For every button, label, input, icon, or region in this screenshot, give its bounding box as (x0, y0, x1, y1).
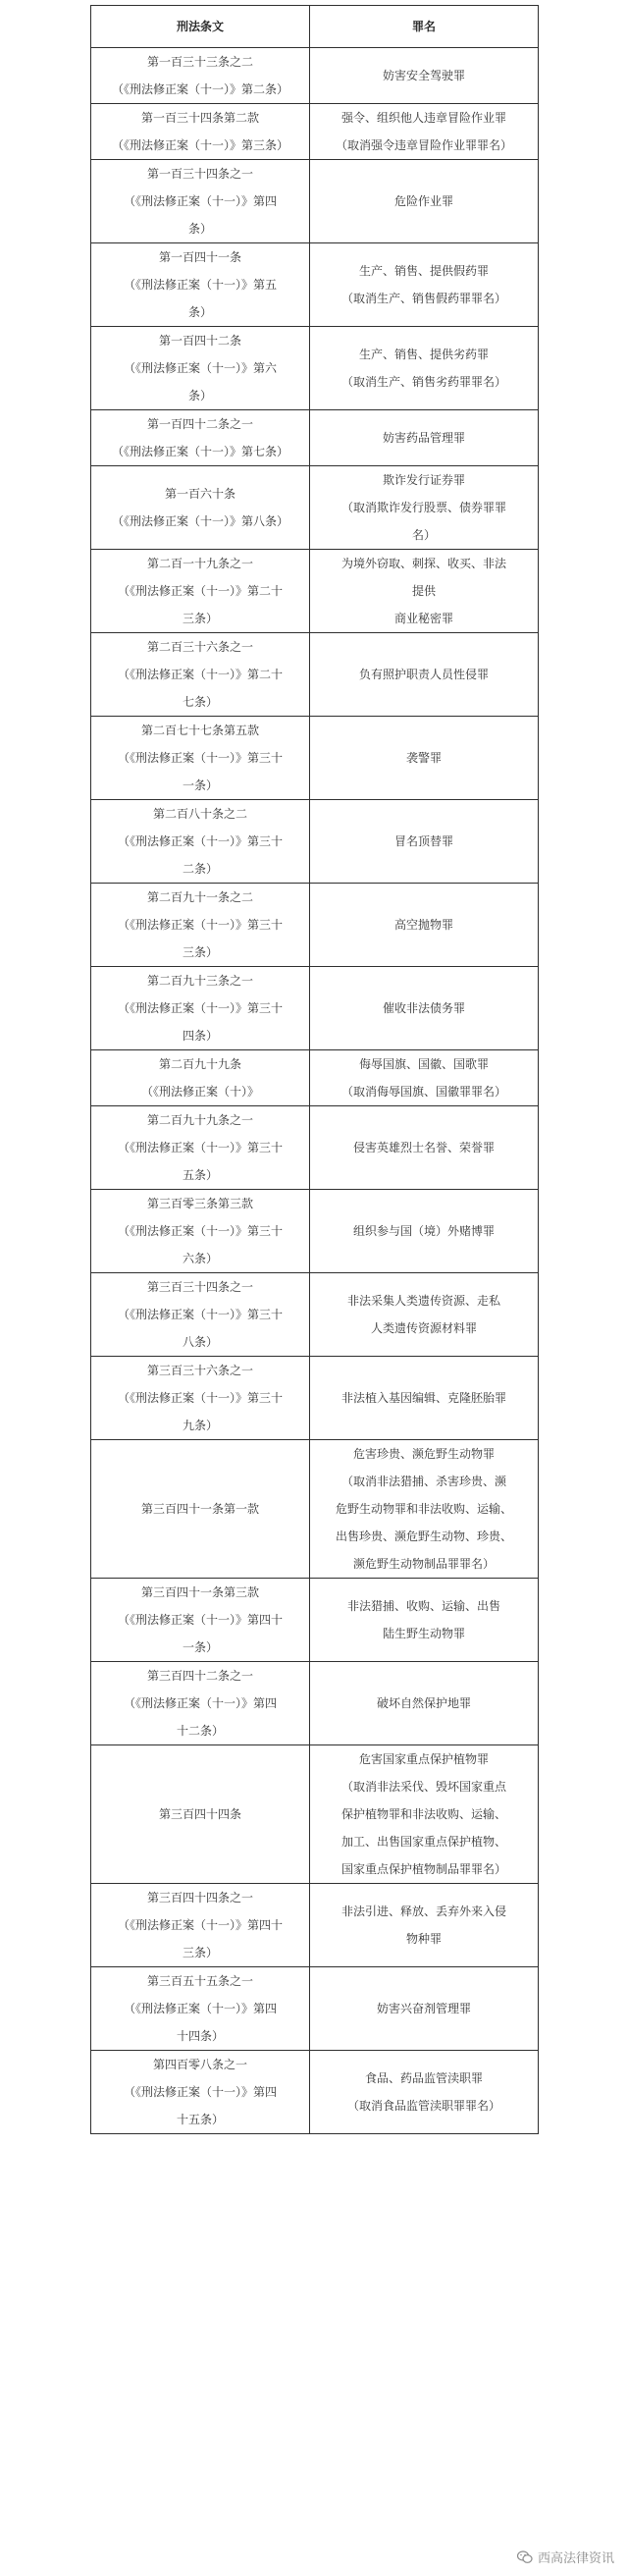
crime-cell (310, 1884, 539, 1967)
article-line: 九条） (182, 1419, 218, 1432)
crime-line: （取消非法采伐、毁坏国家重点 (340, 1780, 506, 1794)
crime-cell (310, 1967, 539, 2051)
table-row (91, 1273, 539, 1357)
crime-line: （取消强令违章冒险作业罪罪名） (335, 138, 512, 152)
table-row (91, 1357, 539, 1440)
article-line: （《刑法修正案（十一）》第三十 (117, 834, 283, 848)
article-line: （《刑法修正案（十一）》第三十 (117, 1001, 283, 1015)
crime-cell (310, 1440, 539, 1579)
article-line: 三条） (182, 945, 218, 959)
crime-cell (310, 1357, 539, 1440)
crime-cell (310, 1106, 539, 1190)
crime-cell (310, 466, 539, 550)
article-line: 第二百八十条之二 (152, 807, 247, 821)
article-line: （《刑法修正案（十一）》第三十 (117, 1308, 283, 1321)
article-cell (91, 967, 310, 1050)
crime-line: 危险作业罪 (393, 194, 453, 208)
article-line: （《刑法修正案（十一）》第二十 (117, 668, 283, 681)
article-line: （《刑法修正案（十一）》第四 (123, 2002, 277, 2015)
article-cell (91, 1440, 310, 1579)
crime-line: 食品、药品监管渎职罪 (364, 2071, 483, 2085)
crime-cell (310, 327, 539, 410)
article-line: （《刑法修正案（十一）》第四 (123, 1696, 277, 1710)
crime-line: 冒名顶替罪 (393, 834, 453, 848)
article-line: （《刑法修正案（十一）》第六 (123, 361, 277, 375)
crime-line: 非法采集人类遗传资源、走私 (346, 1294, 500, 1308)
crime-cell (310, 1050, 539, 1106)
article-line: 第二百九十九条 (158, 1057, 241, 1071)
article-line: （《刑法修正案（十一）》第七条） (111, 445, 288, 458)
table-row (91, 800, 539, 884)
article-line: 第一百三十四条之一 (146, 167, 253, 181)
article-line: （《刑法修正案（十一）》第二十 (117, 584, 283, 598)
article-line: 第二百九十九条之一 (146, 1113, 253, 1127)
article-line: 第三百四十四条 (158, 1807, 241, 1821)
crime-cell (310, 1273, 539, 1357)
article-cell (91, 800, 310, 884)
article-line: 条） (187, 222, 212, 236)
article-cell (91, 2051, 310, 2134)
crime-line: 侵害英雄烈士名誉、荣誉罪 (352, 1141, 495, 1154)
article-line: 十二条） (176, 1724, 224, 1738)
article-line: 第一百三十三条之二 (146, 55, 253, 69)
article-cell (91, 884, 310, 967)
table-row (91, 243, 539, 327)
table-header-row (91, 6, 539, 48)
table-row (91, 410, 539, 466)
table-row (91, 1190, 539, 1273)
crime-line: 袭警罪 (405, 751, 442, 765)
crime-line: 危害国家重点保护植物罪 (358, 1752, 489, 1766)
table-row (91, 466, 539, 550)
crime-line: 危害珍贵、濒危野生动物罪 (352, 1447, 495, 1461)
crime-cell (310, 2051, 539, 2134)
article-line: 八条） (182, 1335, 218, 1349)
article-line: 二条） (182, 862, 218, 876)
article-line: （《刑法修正案（十一）》第二条） (111, 82, 288, 96)
crime-line: 催收非法债务罪 (382, 1001, 465, 1015)
article-cell (91, 48, 310, 104)
crime-line: 生产、销售、提供假药罪 (358, 264, 489, 278)
crime-line: 出售珍贵、濒危野生动物、珍贵、 (335, 1530, 512, 1543)
crime-line: 组织参与国（境）外赌博罪 (352, 1224, 495, 1238)
article-cell (91, 633, 310, 717)
table-row (91, 633, 539, 717)
article-line: 第三百三十六条之一 (146, 1364, 253, 1377)
table-row (91, 717, 539, 800)
watermark-text: 西高法律资讯 (537, 2551, 614, 2566)
table-row (91, 1440, 539, 1579)
article-line: 第二百一十九条之一 (146, 557, 253, 570)
crime-cell (310, 884, 539, 967)
article-line: 第二百三十六条之一 (146, 640, 253, 654)
crime-line: 人类遗传资源材料罪 (370, 1321, 477, 1335)
article-cell (91, 1967, 310, 2051)
article-line: 第三百四十四条之一 (146, 1891, 253, 1905)
article-line: （《刑法修正案（十一）》第四十 (117, 1918, 283, 1932)
article-line: （《刑法修正案（十一）》第八条） (111, 514, 288, 528)
crime-line: 非法猎捕、收购、运输、出售 (346, 1599, 500, 1613)
article-line: 七条） (182, 695, 218, 709)
article-cell (91, 1050, 310, 1106)
article-line: 一条） (182, 778, 218, 792)
crime-line: 为境外窃取、刺探、收买、非法 (340, 557, 506, 570)
crime-line: （取消食品监管渎职罪罪名） (346, 2099, 500, 2113)
article-line: （《刑法修正案（十一）》第三十 (117, 1141, 283, 1154)
crime-line: 生产、销售、提供劣药罪 (358, 348, 489, 361)
table-row (91, 1662, 539, 1745)
table-row (91, 160, 539, 243)
article-line: （《刑法修正案（十一）》第四 (123, 2085, 277, 2099)
crime-line: 欺诈发行证券罪 (382, 473, 465, 487)
table-row (91, 1050, 539, 1106)
article-line: （《刑法修正案（十一）》第五 (123, 278, 277, 292)
article-cell (91, 550, 310, 633)
crime-cell (310, 800, 539, 884)
article-line: 第二百七十七条第五款 (140, 724, 259, 737)
crime-line: 强令、组织他人违章冒险作业罪 (340, 111, 506, 125)
crime-table-container (90, 5, 538, 2134)
article-line: 第一百六十条 (164, 487, 236, 501)
article-line: 第三百四十一条第一款 (140, 1502, 259, 1516)
crime-line: 商业秘密罪 (393, 612, 453, 625)
article-line: （《刑法修正案（十一）》第三十 (117, 918, 283, 932)
article-line: 十四条） (176, 2029, 224, 2043)
article-line: 第三百四十一条第三款 (140, 1585, 259, 1599)
crime-cell (310, 1579, 539, 1662)
crime-cell (310, 717, 539, 800)
table-row (91, 884, 539, 967)
article-line: 第一百四十二条 (158, 334, 241, 348)
crime-table (90, 5, 539, 2134)
article-line: 四条） (182, 1029, 218, 1043)
crime-cell (310, 1190, 539, 1273)
crime-cell (310, 1745, 539, 1884)
wechat-icon (517, 2550, 533, 2564)
watermark (517, 2548, 614, 2566)
article-line: 第三百五十五条之一 (146, 1974, 253, 1988)
crime-line: 侮辱国旗、国徽、国歌罪 (358, 1057, 489, 1071)
table-body (91, 48, 539, 2134)
article-line: 第二百九十一条之二 (146, 890, 253, 904)
article-cell (91, 1745, 310, 1884)
table-row (91, 550, 539, 633)
crime-line: 濒危野生动物制品罪罪名） (352, 1557, 495, 1571)
crime-line: 妨害兴奋剂管理罪 (376, 2002, 471, 2015)
article-cell (91, 1662, 310, 1745)
crime-cell (310, 410, 539, 466)
table-row (91, 1745, 539, 1884)
crime-line: 破坏自然保护地罪 (376, 1696, 471, 1710)
crime-cell (310, 104, 539, 160)
crime-cell (310, 160, 539, 243)
article-line: 条） (187, 389, 212, 402)
article-line: （《刑法修正案（十一）》第三十 (117, 1224, 283, 1238)
crime-cell (310, 243, 539, 327)
crime-line: 保护植物罪和非法收购、运输、 (340, 1807, 506, 1821)
article-line: 第一百三十四条第二款 (140, 111, 259, 125)
article-line: 五条） (182, 1168, 218, 1182)
article-cell (91, 1190, 310, 1273)
article-line: 条） (187, 305, 212, 319)
crime-cell (310, 633, 539, 717)
article-cell (91, 466, 310, 550)
crime-line: 妨害安全驾驶罪 (382, 69, 465, 82)
crime-line: 负有照护职责人员性侵罪 (358, 668, 489, 681)
article-line: 第三百三十四条之一 (146, 1280, 253, 1294)
crime-line: （取消非法猎捕、杀害珍贵、濒 (340, 1475, 506, 1488)
table-row (91, 327, 539, 410)
article-line: （《刑法修正案（十一）》第三十 (117, 751, 283, 765)
crime-line: 非法引进、释放、丢弃外来入侵 (340, 1905, 506, 1918)
crime-line: （取消欺诈发行股票、债券罪罪 (340, 501, 506, 514)
article-cell (91, 1884, 310, 1967)
crime-line: 非法植入基因编辑、克隆胚胎罪 (340, 1391, 506, 1405)
table-row (91, 48, 539, 104)
article-cell (91, 243, 310, 327)
article-line: （《刑法修正案（十一）》第四 (123, 194, 277, 208)
table-row (91, 104, 539, 160)
article-line: （《刑法修正案（十）》 (140, 1085, 259, 1099)
article-line: 第四百零八条之一 (152, 2058, 247, 2071)
table-row (91, 1967, 539, 2051)
article-line: 十五条） (176, 2113, 224, 2126)
article-cell (91, 717, 310, 800)
table-row (91, 2051, 539, 2134)
table-row (91, 1579, 539, 1662)
article-line: （《刑法修正案（十一）》第四十 (117, 1613, 283, 1627)
article-line: 三条） (182, 1946, 218, 1959)
crime-line: 妨害药品管理罪 (382, 431, 465, 445)
header-crime: 罪名 (310, 6, 539, 48)
article-cell (91, 410, 310, 466)
crime-line: 提供 (411, 584, 436, 598)
article-cell (91, 1106, 310, 1190)
article-cell (91, 160, 310, 243)
article-cell (91, 327, 310, 410)
article-line: 六条） (182, 1252, 218, 1265)
table-row (91, 1884, 539, 1967)
crime-cell (310, 967, 539, 1050)
crime-line: （取消生产、销售假药罪罪名） (340, 292, 506, 305)
article-cell (91, 1579, 310, 1662)
crime-cell (310, 48, 539, 104)
crime-line: 危野生动物罪和非法收购、运输、 (335, 1502, 512, 1516)
article-line: 一条） (182, 1640, 218, 1654)
article-cell (91, 1273, 310, 1357)
article-line: 三条） (182, 612, 218, 625)
article-line: 第三百四十二条之一 (146, 1669, 253, 1683)
crime-line: （取消生产、销售劣药罪罪名） (340, 375, 506, 389)
table-row (91, 1106, 539, 1190)
crime-line: 高空抛物罪 (393, 918, 453, 932)
table-row (91, 967, 539, 1050)
crime-line: 物种罪 (405, 1932, 442, 1946)
crime-cell (310, 550, 539, 633)
crime-line: 名） (411, 528, 436, 542)
article-cell (91, 104, 310, 160)
article-line: 第一百四十二条之一 (146, 417, 253, 431)
crime-line: 国家重点保护植物制品罪罪名） (340, 1862, 506, 1876)
article-line: （《刑法修正案（十一）》第三条） (111, 138, 288, 152)
crime-cell (310, 1662, 539, 1745)
crime-line: （取消侮辱国旗、国徽罪罪名） (340, 1085, 506, 1099)
article-line: （《刑法修正案（十一）》第三十 (117, 1391, 283, 1405)
crime-line: 陆生野生动物罪 (382, 1627, 465, 1640)
article-line: 第二百九十三条之一 (146, 974, 253, 988)
article-line: 第三百零三条第三款 (146, 1197, 253, 1210)
header-article: 刑法条文 (91, 6, 310, 48)
article-cell (91, 1357, 310, 1440)
crime-line: 加工、出售国家重点保护植物、 (340, 1835, 506, 1849)
article-line: 第一百四十一条 (158, 250, 241, 264)
